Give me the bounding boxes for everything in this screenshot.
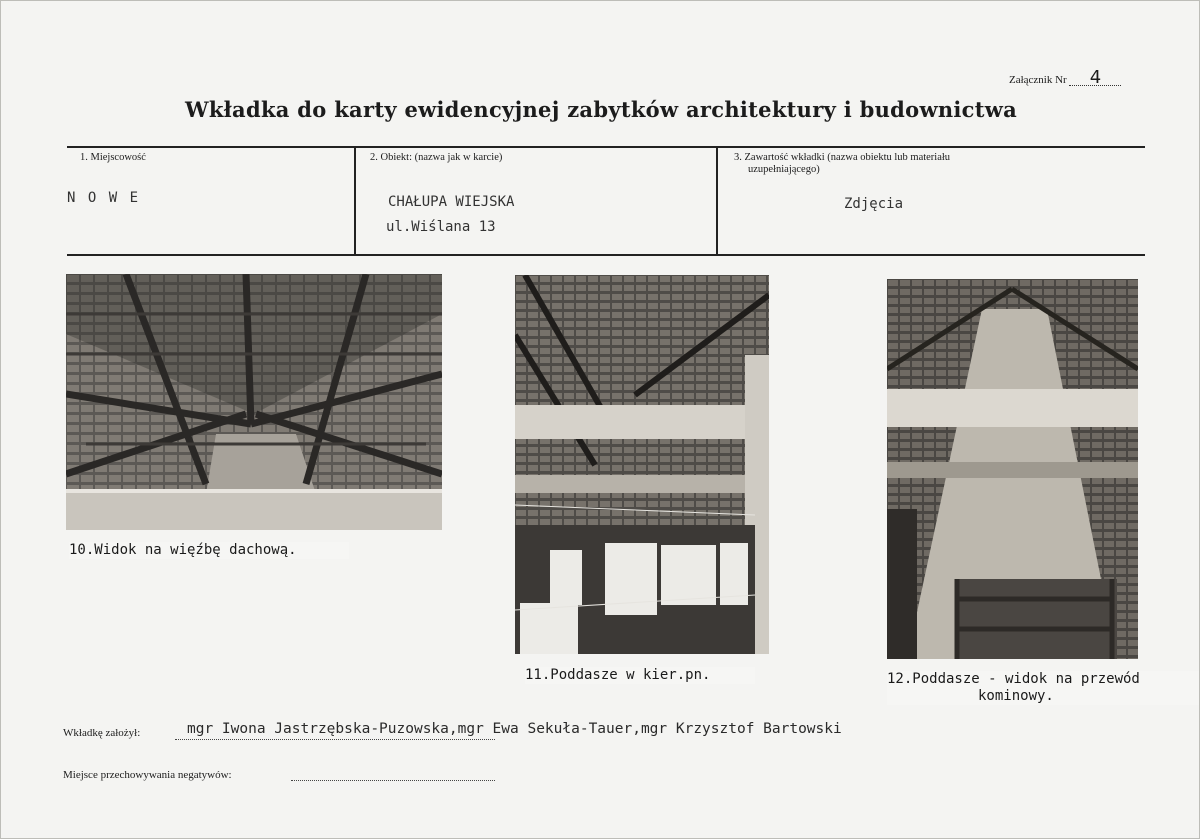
contents-value: Zdjęcia [844, 196, 904, 212]
photo-roof-truss [66, 274, 442, 530]
photo-chimney-flue-caption-line2: kominowy. [978, 688, 1054, 704]
founder-dotted-line [175, 739, 495, 740]
photo-chimney-flue-image [887, 279, 1138, 659]
form-bottom-rule [67, 254, 1145, 256]
photo-chimney-flue [887, 279, 1138, 659]
field-divider-2 [716, 146, 718, 256]
field-divider-1 [354, 146, 356, 256]
photo-roof-truss-caption: 10.Widok na więźbę dachową. [69, 542, 349, 559]
photo-attic-north [515, 275, 769, 654]
photo-chimney-flue-caption [887, 671, 1199, 705]
locality-value: N O W E [67, 190, 141, 206]
contents-label-line2: uzupełniającego) [748, 164, 820, 175]
object-label: 2. Obiekt: (nazwa jak w karcie) [370, 152, 503, 163]
negatives-label: Miejsce przechowywania negatywów: [63, 769, 232, 781]
photo-chimney-flue-caption-line1: 12.Poddasze - widok na przewód [887, 671, 1140, 687]
annex-number-value: 4 [1069, 71, 1121, 86]
contents-label [734, 152, 950, 176]
contents-label-line1: 3. Zawartość wkładki (nazwa obiektu lub materiału [734, 152, 951, 163]
annex-number [1009, 67, 1121, 88]
photo-attic-north-caption: 11.Poddasze w kier.pn. [525, 667, 755, 684]
photo-attic-north-image [515, 275, 769, 654]
photo-roof-truss-image [66, 274, 442, 530]
founder-label: Wkładkę założył: [63, 727, 141, 739]
object-name: CHAŁUPA WIEJSKA [388, 194, 515, 210]
annex-label: Załącznik Nr [1009, 74, 1067, 86]
founder-value: mgr Iwona Jastrzębska-Puzowska,mgr Ewa Sekuła-Tauer,mgr Krzysztof Bartowski [187, 721, 842, 737]
page-title: Wkładka do karty ewidencyjnej zabytków architektury i budownictwa [184, 97, 1018, 122]
negatives-dotted-line [291, 780, 495, 781]
form-top-rule [67, 146, 1145, 148]
locality-label: 1. Miejscowość [80, 152, 146, 163]
object-address: ul.Wiślana 13 [386, 219, 496, 235]
